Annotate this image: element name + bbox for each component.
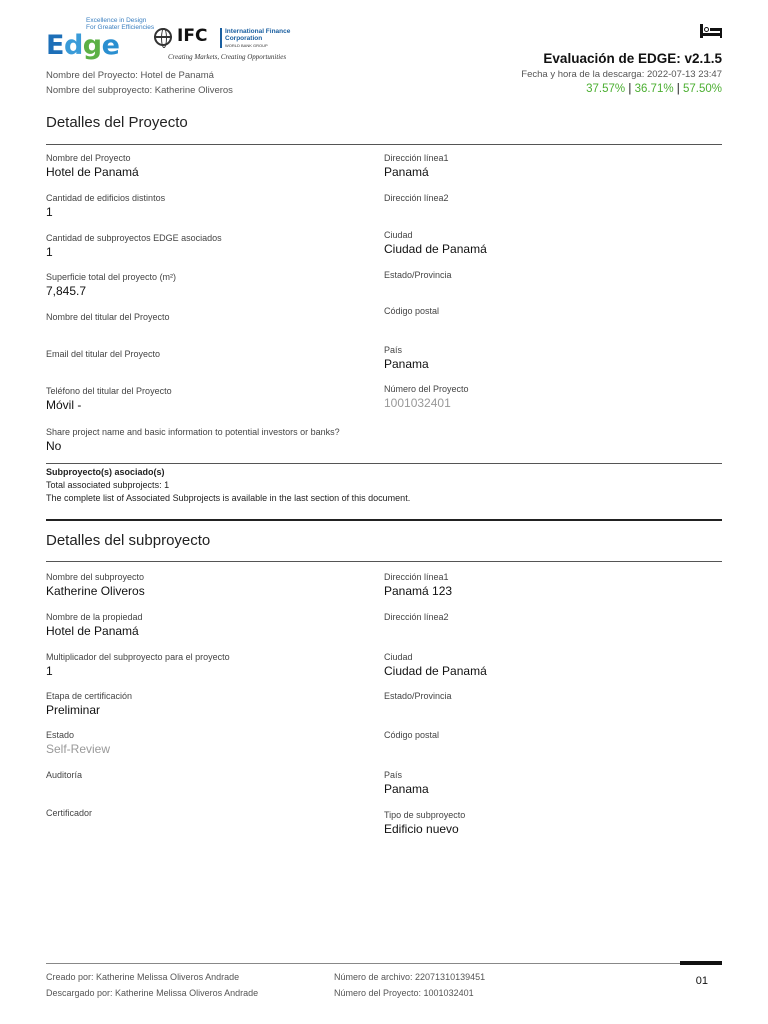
footer-numbers — [334, 969, 485, 1001]
ifc-wordmark: IFC — [177, 26, 208, 46]
footer-authors — [46, 969, 258, 1001]
edge-wordmark: Edge — [46, 30, 120, 61]
file-number: Número de archivo: 22071310139451 — [334, 972, 486, 982]
energy-percentage: 37.57% — [586, 83, 626, 95]
field-subproject-type: Tipo de subproyecto Edificio nuevo — [384, 810, 466, 836]
page-number: 01 — [695, 975, 708, 987]
associated-title: Subproyecto(s) asociado(s) — [46, 467, 165, 477]
field-project-number: Número del Proyecto 1001032401 — [384, 384, 469, 410]
water-percentage: 36.71% — [634, 83, 674, 95]
field-total-area: Superficie total del proyecto (m²) 7,845.7 — [46, 272, 177, 298]
field-sub-city: Ciudad Ciudad de Panamá — [384, 652, 487, 678]
ifc-name: International Finance Corporation — [225, 28, 291, 42]
field-multiplier: Multiplicador del subproyecto para el proyecto 1 — [46, 652, 230, 678]
bed-icon — [700, 24, 722, 40]
field-certification-stage: Etapa de certificación Preliminar — [46, 691, 133, 717]
footer-divider — [46, 963, 722, 964]
page-footer — [46, 963, 722, 1003]
field-address-line1: Dirección línea1 Panamá — [384, 153, 449, 179]
edge-tagline: Excellence in Design For Greater Efficiencies — [86, 17, 155, 31]
associated-subprojects — [46, 466, 410, 505]
created-by: Creado por: Katherine Melissa Oliveros Andrade — [46, 972, 240, 982]
field-audit: Auditoría — [46, 770, 83, 780]
field-country: País Panama — [384, 345, 429, 371]
divider — [46, 463, 722, 464]
associated-total: Total associated subprojects: 1 — [46, 480, 170, 490]
divider — [46, 144, 722, 145]
field-sub-address-line1: Dirección línea1 Panamá 123 — [384, 572, 453, 598]
field-owner-email: Email del titular del Proyecto — [46, 349, 161, 359]
field-state: Estado/Provincia — [384, 270, 452, 280]
download-timestamp: Fecha y hora de la descarga: 2022-07-13 23:47 — [521, 69, 722, 80]
ifc-divider — [220, 28, 222, 48]
ifc-group: WORLD BANK GROUP — [225, 43, 268, 48]
section-divider — [46, 519, 722, 521]
evaluation-summary — [521, 16, 722, 95]
project-names — [46, 68, 233, 98]
associated-note: The complete list of Associated Subprojects is available in the last section of this document. — [46, 493, 411, 503]
footer-project-number: Número del Proyecto: 1001032401 — [334, 988, 474, 998]
edge-logo — [46, 16, 155, 64]
field-owner-name: Nombre del titular del Proyecto — [46, 312, 170, 322]
divider — [46, 561, 722, 562]
ifc-slogan: Creating Markets, Creating Opportunities — [168, 53, 287, 61]
page-tab — [680, 961, 722, 965]
evaluation-title: Evaluación de EDGE: v2.1.5 — [543, 51, 722, 66]
field-sub-state: Estado/Provincia — [384, 691, 452, 701]
logos — [46, 16, 291, 64]
field-property-name: Nombre de la propiedad Hotel de Panamá — [46, 612, 143, 638]
field-sub-country: País Panama — [384, 770, 429, 796]
field-city: Ciudad Ciudad de Panamá — [384, 230, 487, 256]
field-subproject-name: Nombre del subproyecto Katherine Oliveros — [46, 572, 145, 598]
savings-percentages: 37.57% | 36.71% | 57.50% — [586, 83, 722, 95]
downloaded-by: Descargado por: Katherine Melissa Oliveros Andrade — [46, 988, 259, 998]
field-owner-phone: Teléfono del titular del Proyecto Móvil - — [46, 386, 172, 412]
field-subproject-count: Cantidad de subproyectos EDGE asociados 1 — [46, 233, 222, 259]
field-share-info: Share project name and basic information to potential investors or banks? No — [46, 427, 340, 453]
field-address-line2: Dirección línea2 — [384, 193, 449, 203]
project-section-title: Detalles del Proyecto — [46, 114, 188, 131]
field-certifier: Certificador — [46, 808, 93, 818]
materials-percentage: 57.50% — [682, 83, 722, 95]
header-project-name: Nombre del Proyecto: Hotel de Panamá — [46, 70, 214, 81]
field-building-count: Cantidad de edificios distintos 1 — [46, 193, 166, 219]
header-subproject-name: Nombre del subproyecto: Katherine Oliveros — [46, 85, 233, 96]
globe-icon — [154, 28, 172, 46]
subproject-section-title: Detalles del subproyecto — [46, 532, 211, 549]
ifc-logo — [150, 16, 291, 64]
field-postal-code: Código postal — [384, 306, 440, 316]
page-header — [46, 16, 722, 100]
field-status: Estado Self-Review — [46, 730, 111, 756]
field-sub-address-line2: Dirección línea2 — [384, 612, 449, 622]
field-sub-postal-code: Código postal — [384, 730, 440, 740]
field-project-name: Nombre del Proyecto Hotel de Panamá — [46, 153, 139, 179]
